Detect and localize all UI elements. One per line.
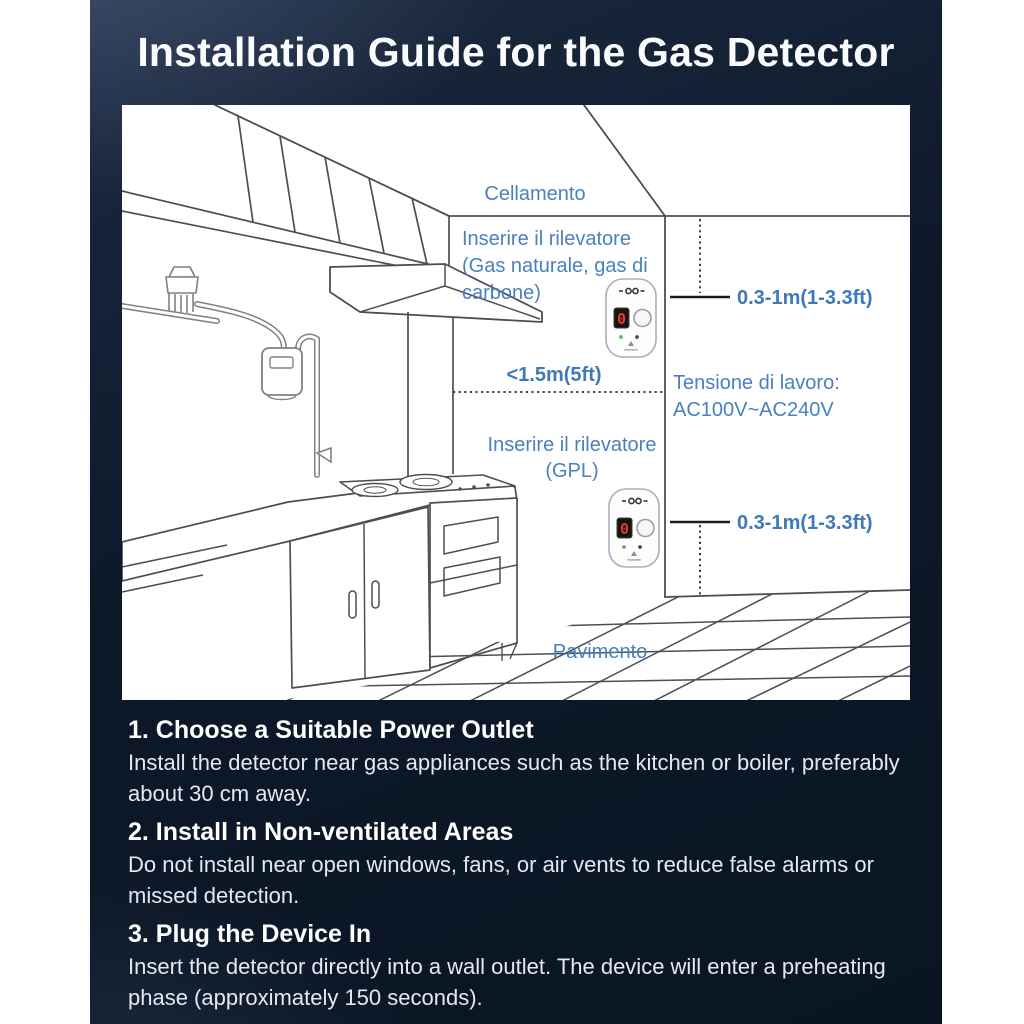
label-detector2-line2: (GPL): [545, 460, 599, 482]
page-title: Installation Guide for the Gas Detector: [137, 29, 895, 75]
instruction-heading-1: 1. Choose a Suitable Power Outlet: [128, 716, 534, 744]
instruction-body-2: Do not install near open windows, fans, or air vents to reduce false alarms or missed detection.: [128, 852, 874, 908]
installation-diagram-panel: [122, 105, 910, 700]
alarm-led: [638, 545, 642, 549]
label-detector1-line2: (Gas naturale, gas di: [462, 255, 648, 277]
instruction-body-3: Insert the detector directly into a wall outlet. The device will enter a preheating phase (approximately 150 seconds).: [128, 954, 886, 1010]
dark-card: [90, 0, 942, 1024]
label-ceiling: Cellamento: [484, 183, 586, 205]
test-button: [634, 310, 651, 327]
instruction-heading-2: 2. Install in Non-ventilated Areas: [128, 818, 514, 846]
label-stove-distance: <1.5m(5ft): [506, 364, 602, 386]
power-led: [622, 545, 626, 549]
diagram-labels: [462, 183, 873, 663]
gas-detector-device-top: [606, 279, 656, 357]
display-digit: 0: [619, 520, 630, 538]
label-detector1-line3: carbone): [462, 282, 541, 304]
label-distance-top: 0.3-1m(1-3.3ft): [737, 287, 873, 309]
power-led: [619, 335, 623, 339]
test-button: [637, 520, 654, 537]
label-voltage-line1: Tensione di lavoro:: [673, 372, 840, 394]
alarm-led: [635, 335, 639, 339]
instruction-body-1: Install the detector near gas appliances such as the kitchen or boiler, preferably about 30 cm away.: [128, 750, 900, 806]
pipe-regulator: [166, 267, 198, 313]
title-bar: [90, 0, 942, 105]
label-detector1-line1: Inserire il rilevatore: [462, 228, 631, 250]
label-voltage-line2: AC100V~AC240V: [673, 399, 834, 421]
upper-cabinets: [122, 116, 449, 276]
instruction-heading-3: 3. Plug the Device In: [128, 920, 372, 948]
label-distance-bottom: 0.3-1m(1-3.3ft): [737, 512, 873, 534]
door-handle: [349, 591, 356, 618]
gas-pipes: [122, 267, 331, 475]
gas-meter: [262, 348, 302, 400]
display-digit: 0: [616, 310, 627, 328]
label-floor: Pavimento: [552, 641, 648, 663]
label-detector2-line1: Inserire il rilevatore: [487, 434, 657, 456]
gas-detector-device-bottom: [609, 489, 659, 567]
kitchen-installation-diagram: [122, 105, 910, 700]
instructions-block: [128, 716, 908, 1022]
door-handle: [372, 581, 379, 608]
